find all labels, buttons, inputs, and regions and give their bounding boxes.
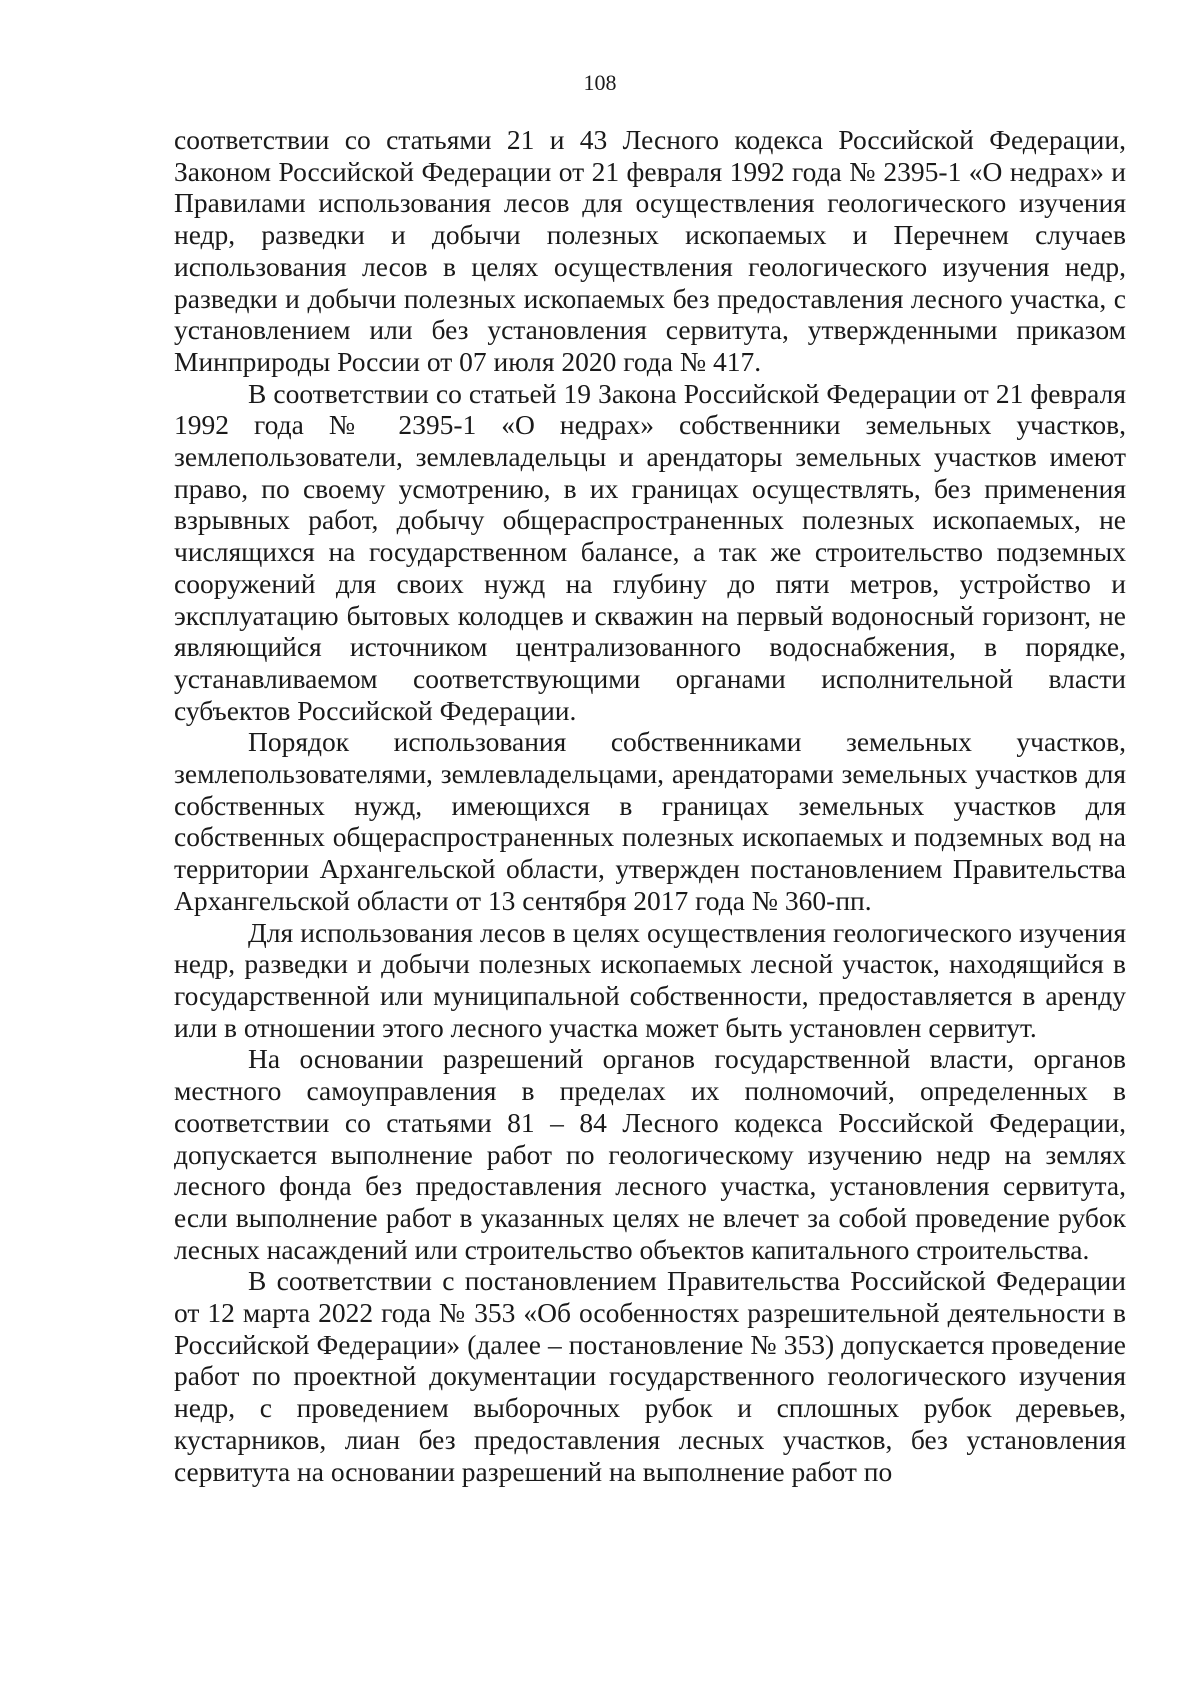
document-body — [174, 124, 1126, 1487]
paragraph-resolution-353: В соответствии с постановлением Правительства Российской Федерации от 12 марта 2022 года № 353 «Об особенностях разрешительной деятельности в Российской Федерации» (далее – постановление № 353) допускается проведение работ по проектной документации государственного геологического изучения недр, с проведением выборочных рубок и сплошных рубок деревьев, кустарников, лиан без предоставления лесных участков, без установления сервитута на основании разрешений на выполнение работ по — [174, 1265, 1126, 1487]
paragraph-procedure-arkhangelsk: Порядок использования собственниками земельных участков, землепользователями, землевладельцами, арендаторами земельных участков для собственных нужд, имеющихся в границах земельных участков для собственных общераспространенных полезных ископаемых и подземных вод на территории Архангельской области, утвержден постановлением Правительства Архангельской области от 13 сентября 2017 года № 360-пп. — [174, 726, 1126, 916]
page-number: 108 — [583, 70, 617, 95]
paragraph-subsoil-law-article-19: В соответствии со статьей 19 Закона Российской Федерации от 21 февраля 1992 года № 2395-1 «О недрах» собственники земельных участков, землепользователи, землевладельцы и арендаторы земельных участков имеют право, по своему усмотрению, в их границах осуществлять, без применения взрывных работ, добычу общераспространенных полезных ископаемых, не числящихся на государственном балансе, а так же строительство подземных сооружений для своих нужд на глубину до пяти метров, устройство и эксплуатацию бытовых колодцев и скважин на первый водоносный горизонт, не являющийся источником централизованного водоснабжения, в порядке, устанавливаемом соответствующими органами исполнительной власти субъектов Российской Федерации. — [174, 377, 1126, 726]
paragraph-permits: На основании разрешений органов государственной власти, органов местного самоуправления в пределах их полномочий, определенных в соответствии со статьями 81 – 84 Лесного кодекса Российской Федерации, допускается выполнение работ по геологическому изучению недр на землях лесного фонда без предоставления лесного участка, установления сервитута, если выполнение работ в указанных целях не влечет за собой проведение рубок лесных насаждений или строительство объектов капитального строительства. — [174, 1043, 1126, 1265]
paragraph-forest-lease: Для использования лесов в целях осуществления геологического изучения недр, разведки и добычи полезных ископаемых лесной участок, находящийся в государственной или муниципальной собственности, предоставляется в аренду или в отношении этого лесного участка может быть установлен сервитут. — [174, 916, 1126, 1043]
paragraph-continuation: соответствии со статьями 21 и 43 Лесного кодекса Российской Федерации, Законом Российской Федерации от 21 февраля 1992 года № 2395-1 «О недрах» и Правилами использования лесов для осуществления геологического изучения недр, разведки и добычи полезных ископаемых и Перечнем случаев использования лесов в целях осуществления геологического изучения недр, разведки и добычи полезных ископаемых без предоставления лесного участка, с установлением или без установления сервитута, утвержденными приказом Минприроды России от 07 июля 2020 года № 417. — [174, 124, 1126, 377]
